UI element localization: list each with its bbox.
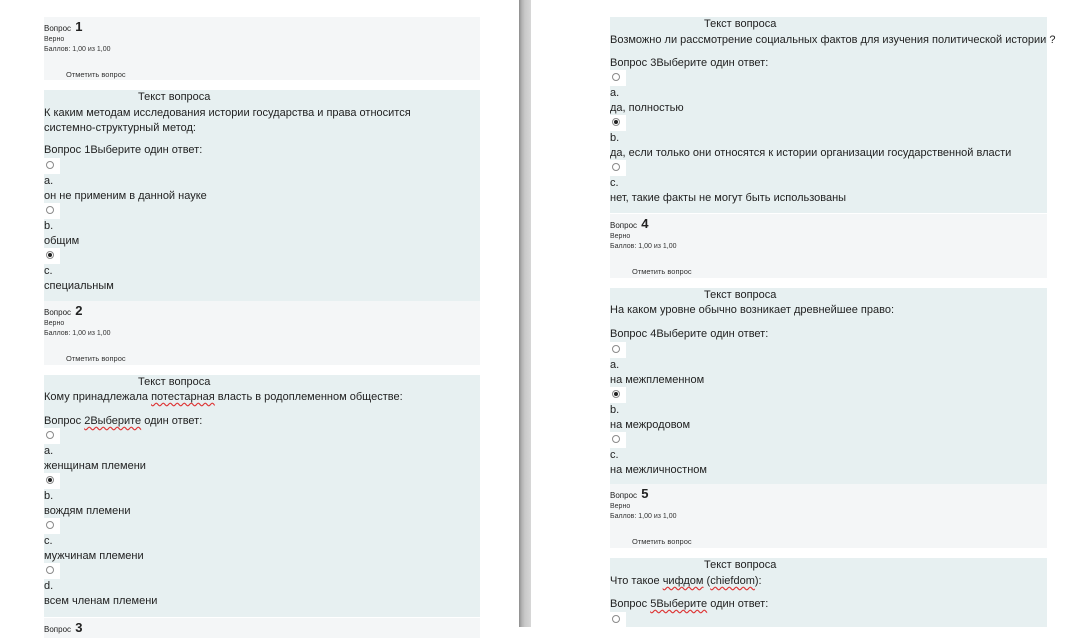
question-info-1 [44, 17, 480, 80]
grade-max: 1,00 [662, 243, 677, 250]
grade-max: 1,00 [96, 46, 111, 53]
question-content-4 [610, 288, 1047, 484]
option-text: всем членам племени [44, 595, 158, 607]
question-text-part: ): [754, 575, 762, 587]
question-state: Верно [44, 320, 65, 327]
question-text-part: ( [703, 575, 711, 587]
question-state: Верно [44, 36, 65, 43]
option-letter: c. [44, 535, 53, 547]
answer-option[interactable] [610, 160, 1010, 205]
question-text-part: власть в родоплеменном обществе: [214, 391, 403, 403]
answer-option[interactable] [44, 563, 444, 608]
question-number: 3 [75, 620, 83, 635]
grade-label: Баллов: [44, 46, 71, 53]
question-grade [610, 243, 677, 250]
question-text-heading: Текст вопроса [138, 91, 211, 103]
flag-question-link[interactable]: Отметить вопрос [66, 70, 126, 79]
question-text-heading: Текст вопроса [704, 289, 777, 301]
answer-option[interactable] [610, 70, 1010, 115]
answer-option[interactable] [44, 518, 444, 563]
question-state: Верно [610, 503, 631, 510]
question-text-misspelled: чифдом [662, 575, 704, 587]
grade-value: 1,00 [638, 513, 652, 520]
option-letter: b. [610, 132, 620, 144]
grade-max: 1,00 [96, 330, 111, 337]
answer-prompt [610, 598, 768, 610]
option-letter: c. [44, 265, 53, 277]
question-label: Вопрос [44, 625, 72, 634]
prompt-part: один ответ: [141, 415, 203, 427]
radio-button[interactable] [610, 70, 626, 86]
grade-label: Баллов: [610, 243, 637, 250]
radio-button[interactable] [44, 203, 60, 219]
question-text: Возможно ли рассмотрение социальных фактов для изучения политической истории ? [610, 34, 1056, 46]
question-number: 5 [641, 486, 649, 501]
question-text: К каким методам исследования истории государства и права относится системно-структурный метод: [44, 107, 411, 134]
option-letter: c. [610, 177, 619, 189]
option-text: на межличностном [610, 464, 707, 476]
option-letter: a. [44, 175, 54, 187]
question-label: Вопрос [610, 491, 638, 500]
question-text [610, 574, 762, 589]
option-letter: d. [44, 580, 54, 592]
flag-question-link[interactable]: Отметить вопрос [66, 354, 126, 363]
question-number-line [610, 216, 648, 231]
answer-option[interactable] [44, 428, 444, 473]
radio-button[interactable] [44, 518, 60, 534]
prompt-part: Вопрос [610, 598, 651, 610]
grade-value: 1,00 [638, 243, 652, 250]
grade-value: 1,00 [72, 46, 86, 53]
question-state: Верно [610, 233, 631, 240]
question-text [44, 390, 403, 405]
grade-of: из [653, 513, 661, 520]
document-page-left [0, 0, 519, 635]
radio-button[interactable] [610, 612, 626, 628]
option-letter: b. [44, 220, 54, 232]
answer-option[interactable] [610, 342, 1010, 387]
question-number: 4 [641, 216, 649, 231]
answer-option[interactable] [44, 248, 444, 293]
option-letter: a. [610, 87, 620, 99]
option-text: вождям племени [44, 505, 131, 517]
answer-prompt: Вопрос 3Выберите один ответ: [610, 57, 769, 69]
radio-button-selected[interactable] [610, 115, 626, 131]
answer-option[interactable] [44, 473, 444, 518]
question-label: Вопрос [44, 308, 72, 317]
grade-of: из [87, 330, 95, 337]
radio-button[interactable] [610, 432, 626, 448]
option-text: на межродовом [610, 419, 691, 431]
flag-question-link[interactable]: Отметить вопрос [632, 537, 692, 546]
answer-option[interactable] [610, 432, 1010, 477]
option-text: да, если только они относятся к истории организации государственной власти [610, 147, 1012, 159]
question-content-3 [610, 17, 1056, 213]
radio-button-selected[interactable] [44, 473, 60, 489]
question-number: 1 [75, 19, 83, 34]
question-text-part: Кому принадлежала [44, 391, 152, 403]
option-text: да, полностью [610, 102, 684, 114]
option-letter: b. [610, 404, 620, 416]
option-text: специальным [44, 280, 114, 292]
question-text-heading: Текст вопроса [704, 559, 777, 571]
question-info-2 [44, 301, 480, 365]
option-letter: c. [610, 449, 619, 461]
question-text: На каком уровне обычно возникает древнейшее право: [610, 304, 895, 316]
radio-button-selected[interactable] [44, 248, 60, 264]
grade-value: 1,00 [72, 330, 86, 337]
question-grade [610, 513, 677, 520]
radio-button[interactable] [44, 563, 60, 579]
option-text: он не применим в данной науке [44, 190, 207, 202]
answer-option[interactable] [610, 387, 1010, 432]
grade-of: из [87, 46, 95, 53]
answer-option[interactable] [44, 203, 444, 248]
question-number-line [44, 303, 82, 318]
prompt-misspelled: 2Выберите [84, 415, 142, 427]
question-content-5 [610, 558, 1047, 627]
answer-prompt: Вопрос 1Выберите один ответ: [44, 144, 203, 156]
radio-button[interactable] [44, 428, 60, 444]
radio-button-selected[interactable] [610, 387, 626, 403]
question-label: Вопрос [610, 221, 638, 230]
option-letter: a. [610, 359, 620, 371]
question-number-line [44, 620, 82, 635]
radio-button[interactable] [610, 342, 626, 358]
answer-option[interactable] [44, 158, 444, 203]
question-grade [44, 330, 111, 337]
question-text-misspelled: потестарная [151, 391, 215, 403]
grade-max: 1,00 [662, 513, 677, 520]
question-text-heading: Текст вопроса [704, 18, 777, 30]
grade-label: Баллов: [44, 330, 71, 337]
option-letter: a. [44, 445, 54, 457]
question-label: Вопрос [44, 24, 72, 33]
prompt-part: Вопрос [44, 415, 85, 427]
grade-of: из [653, 243, 661, 250]
question-number-line [610, 486, 648, 501]
question-content-2 [44, 375, 480, 617]
option-text: общим [44, 235, 80, 247]
radio-button[interactable] [610, 160, 626, 176]
prompt-part: один ответ: [707, 598, 769, 610]
document-page-right [531, 0, 1072, 627]
answer-option[interactable] [610, 612, 1010, 627]
grade-label: Баллов: [610, 513, 637, 520]
question-text-part: Что такое [610, 575, 663, 587]
question-content-1 [44, 90, 480, 301]
answer-prompt [44, 415, 202, 427]
option-text: мужчинам племени [44, 550, 144, 562]
question-info-5 [610, 484, 1047, 548]
page-gutter [519, 0, 531, 627]
question-info-3-partial [44, 618, 480, 638]
question-text-heading: Текст вопроса [138, 376, 211, 388]
question-info-4 [610, 214, 1047, 278]
option-text: на межплеменном [610, 374, 705, 386]
question-text-misspelled: chiefdom [710, 575, 755, 587]
question-grade [44, 46, 111, 53]
answer-option[interactable] [610, 115, 1010, 160]
radio-button[interactable] [44, 158, 60, 174]
option-text: нет, такие факты не могут быть использованы [610, 192, 847, 204]
prompt-misspelled: 5Выберите [650, 598, 708, 610]
option-letter: b. [44, 490, 54, 502]
flag-question-link[interactable]: Отметить вопрос [632, 267, 692, 276]
question-number: 2 [75, 303, 83, 318]
question-number-line [44, 19, 82, 34]
option-text: женщинам племени [44, 460, 146, 472]
answer-prompt: Вопрос 4Выберите один ответ: [610, 328, 769, 340]
